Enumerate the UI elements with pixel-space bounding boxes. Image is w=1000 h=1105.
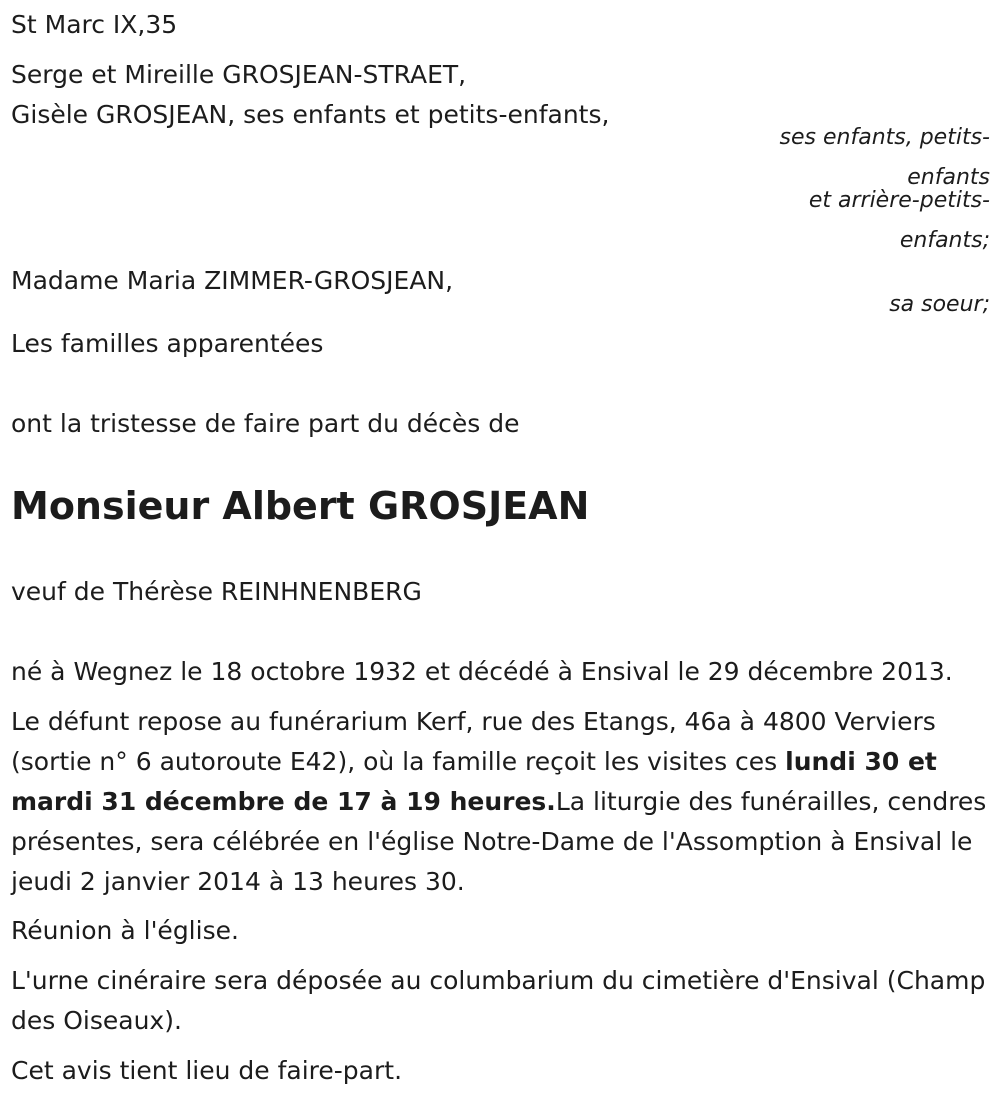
children-role-line-3: et arrière-petits- [808, 188, 990, 213]
widower-of: veuf de Thérèse REINHNENBERG [11, 577, 422, 606]
relatives: Les familles apparentées [11, 329, 324, 358]
liturgy-text: La liturgie des funérailles, cendres présentes, sera célébrée en l'église Notre-Dame de l'Assomption à Ensival le jeudi 2 janvier 2014 à 13 heures 30. [11, 787, 987, 896]
sister-role: sa soeur; [889, 292, 990, 317]
urn-note: L'urne cinéraire sera déposée au columbarium du cimetière d'Ensival (Champ des Oiseaux). [11, 966, 986, 1035]
funeral-home-text: Le défunt repose au funérarium Kerf, rue des Etangs, 46a à 4800 Verviers (sortie n° 6 autoroute E42), où la famille reçoit les visites ces [11, 707, 936, 776]
birth-death: né à Wegnez le 18 octobre 1932 et décédé à Ensival le 29 décembre 2013. [11, 657, 953, 686]
children-names-line-1: Serge et Mireille GROSJEAN-STRAET, [11, 60, 467, 89]
closing-note: Cet avis tient lieu de faire-part. [11, 1056, 403, 1085]
announcement-intro: ont la tristesse de faire part du décès de [11, 409, 520, 438]
bible-reference: St Marc IX,35 [11, 10, 178, 39]
visiting-hours: lundi 30 et mardi 31 décembre de 17 à 19 heures. [11, 747, 937, 816]
children-role-line-1: ses enfants, petits- [779, 125, 990, 150]
meeting-note: Réunion à l'église. [11, 916, 239, 945]
sister-name: Madame Maria ZIMMER-GROSJEAN, [11, 266, 454, 295]
funeral-details [11, 702, 996, 902]
children-role-line-4: enfants; [899, 228, 990, 253]
children-role-line-2: enfants [907, 165, 990, 190]
deceased-name: Monsieur Albert GROSJEAN [11, 484, 590, 528]
children-names-line-2: Gisèle GROSJEAN, ses enfants et petits-enfants, [11, 100, 610, 129]
